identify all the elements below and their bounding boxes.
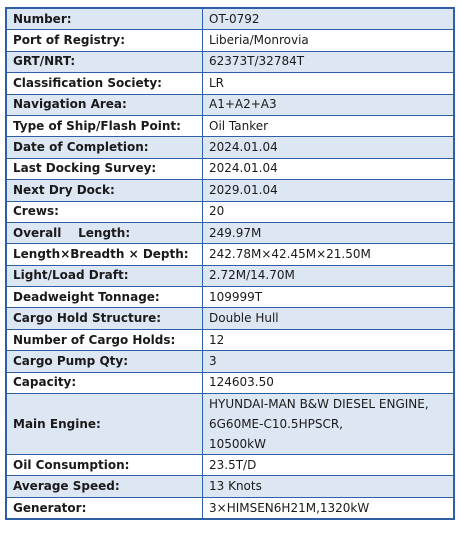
table-row (6, 137, 454, 158)
row-value: 124603.50 (203, 372, 455, 393)
table-row (6, 265, 454, 286)
row-label: Port of Registry: (6, 30, 203, 51)
table-row (6, 394, 454, 455)
table-row (6, 308, 454, 329)
row-value (203, 394, 455, 455)
table-row (6, 94, 454, 115)
table-row (6, 351, 454, 372)
row-value: 2024.01.04 (203, 158, 455, 179)
row-value: 249.97M (203, 222, 455, 243)
row-label: Next Dry Dock: (6, 180, 203, 201)
table-row (6, 244, 454, 265)
table-row (6, 115, 454, 136)
row-label: Classification Society: (6, 73, 203, 94)
row-label: Number: (6, 8, 203, 30)
row-label: Last Docking Survey: (6, 158, 203, 179)
row-label: Navigation Area: (6, 94, 203, 115)
table-row (6, 201, 454, 222)
row-value-line: 6G60ME-C10.5HPSCR, (209, 417, 343, 432)
row-label: Overall Length: (6, 222, 203, 243)
row-label: Light/Load Draft: (6, 265, 203, 286)
row-label: Generator: (6, 497, 203, 519)
row-value: 3 (203, 351, 455, 372)
ship-spec-table (5, 7, 455, 520)
row-label: Main Engine: (6, 394, 203, 455)
row-value: 242.78M×42.45M×21.50M (203, 244, 455, 265)
table-row (6, 476, 454, 497)
table-row (6, 329, 454, 350)
row-value: 23.5T/D (203, 455, 455, 476)
table-row (6, 158, 454, 179)
table-row (6, 8, 454, 30)
row-value: 109999T (203, 287, 455, 308)
row-value: Double Hull (203, 308, 455, 329)
table-row (6, 51, 454, 72)
row-label: Crews: (6, 201, 203, 222)
row-value: OT-0792 (203, 8, 455, 30)
row-label: Average Speed: (6, 476, 203, 497)
table-row (6, 497, 454, 519)
row-value: 2024.01.04 (203, 137, 455, 158)
row-value: 20 (203, 201, 455, 222)
table-row (6, 372, 454, 393)
table-row (6, 222, 454, 243)
row-value-line: 10500kW (209, 437, 266, 452)
row-value: A1+A2+A3 (203, 94, 455, 115)
row-value: 12 (203, 329, 455, 350)
row-value: 62373T/32784T (203, 51, 455, 72)
row-value-line: HYUNDAI-MAN B&W DIESEL ENGINE, (209, 397, 429, 412)
table-row (6, 30, 454, 51)
row-label: Type of Ship/Flash Point: (6, 115, 203, 136)
row-label: GRT/NRT: (6, 51, 203, 72)
row-value: 2029.01.04 (203, 180, 455, 201)
row-value: Oil Tanker (203, 115, 455, 136)
row-value: 3×HIMSEN6H21M,1320kW (203, 497, 455, 519)
row-value: 2.72M/14.70M (203, 265, 455, 286)
row-label: Cargo Pump Qty: (6, 351, 203, 372)
row-value: 13 Knots (203, 476, 455, 497)
row-value: Liberia/Monrovia (203, 30, 455, 51)
table-row (6, 180, 454, 201)
row-label: Date of Completion: (6, 137, 203, 158)
table-row (6, 455, 454, 476)
table-row (6, 73, 454, 94)
table-row (6, 287, 454, 308)
row-label: Capacity: (6, 372, 203, 393)
row-label: Number of Cargo Holds: (6, 329, 203, 350)
row-label: Length×Breadth × Depth: (6, 244, 203, 265)
row-value: LR (203, 73, 455, 94)
row-label: Cargo Hold Structure: (6, 308, 203, 329)
row-label: Oil Consumption: (6, 455, 203, 476)
row-label: Deadweight Tonnage: (6, 287, 203, 308)
